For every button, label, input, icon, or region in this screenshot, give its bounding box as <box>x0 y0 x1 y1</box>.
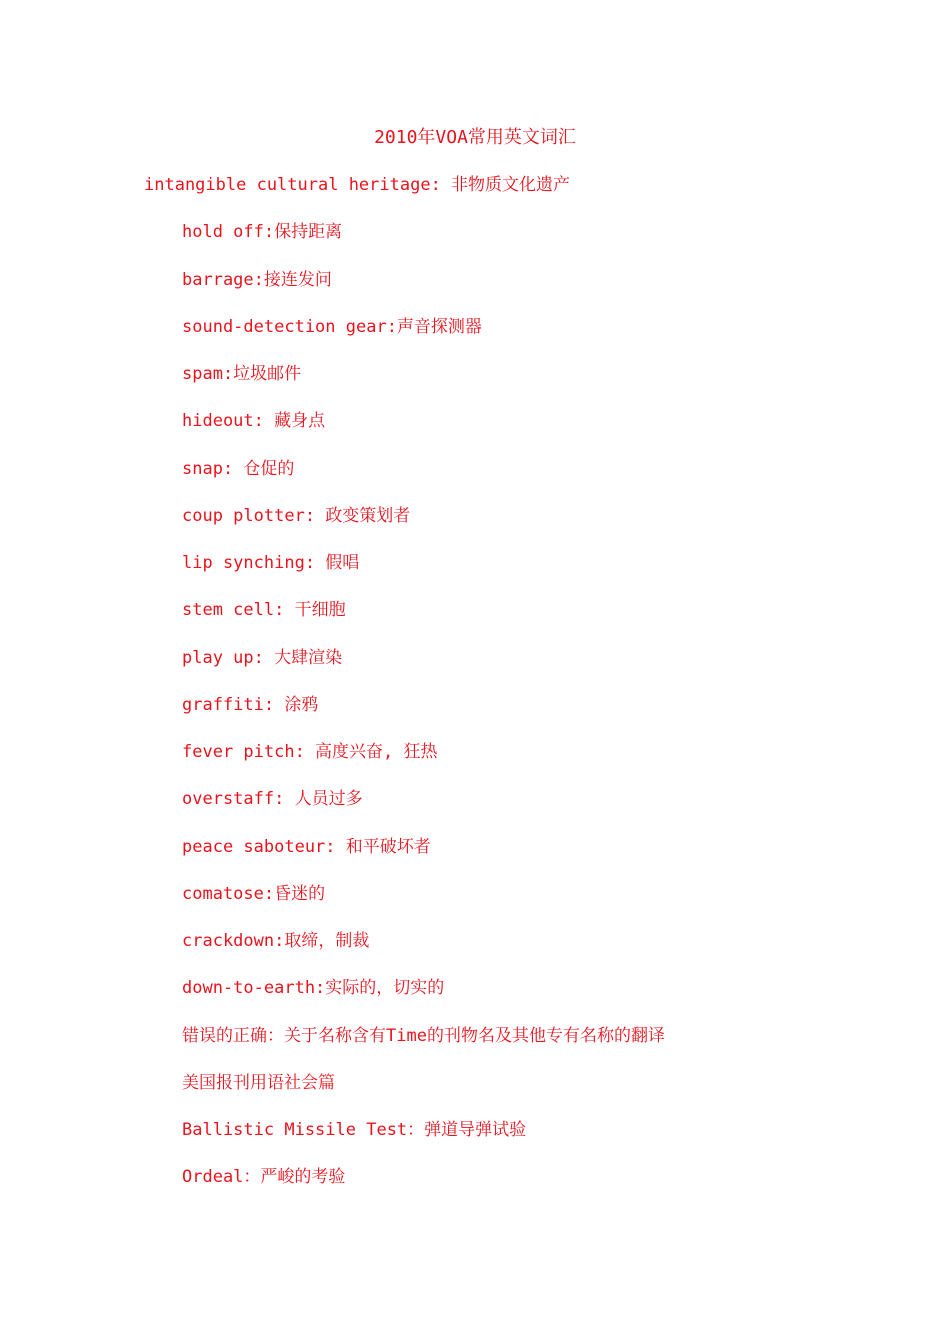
vocabulary-entry: 错误的正确：关于名称含有Time的刊物名及其他专有名称的翻译 <box>182 1025 665 1046</box>
vocabulary-entry: comatose:昏迷的 <box>182 883 326 904</box>
vocabulary-entry: spam:垃圾邮件 <box>182 364 302 384</box>
vocabulary-entry: 美国报刊用语社会篇 <box>182 1072 335 1093</box>
vocabulary-entry: peace saboteur: 和平破坏者 <box>182 836 431 857</box>
vocabulary-entry: hideout: 藏身点 <box>182 411 326 432</box>
vocabulary-entry: coup plotter: 政变策划者 <box>182 505 411 526</box>
vocabulary-entry: graffiti: 涂鸦 <box>182 694 319 715</box>
vocabulary-entry: play up: 大肆渲染 <box>182 647 343 668</box>
vocabulary-entry: overstaff: 人员过多 <box>182 789 363 810</box>
vocabulary-entry: sound-detection gear:声音探测器 <box>182 316 482 337</box>
document-title: 2010年VOA常用英文词汇 <box>374 127 576 148</box>
vocabulary-entry: Ballistic Missile Test：弹道导弹试验 <box>182 1120 527 1140</box>
vocabulary-entry: snap: 仓促的 <box>182 458 295 479</box>
vocabulary-entry: intangible cultural heritage: 非物质文化遗产 <box>144 175 571 195</box>
vocabulary-entry: down-to-earth:实际的，切实的 <box>182 978 445 999</box>
vocabulary-entry: fever pitch: 高度兴奋, 狂热 <box>182 742 438 762</box>
vocabulary-entry: hold off:保持距离 <box>182 222 343 243</box>
vocabulary-entry: lip synching: 假唱 <box>182 553 360 573</box>
vocabulary-list <box>0 172 950 1212</box>
vocabulary-entry: crackdown:取缔，制裁 <box>182 931 370 951</box>
vocabulary-entry: barrage:接连发问 <box>182 269 332 290</box>
vocabulary-entry: stem cell: 干细胞 <box>182 600 346 621</box>
vocabulary-entry: Ordeal：严峻的考验 <box>182 1167 346 1188</box>
